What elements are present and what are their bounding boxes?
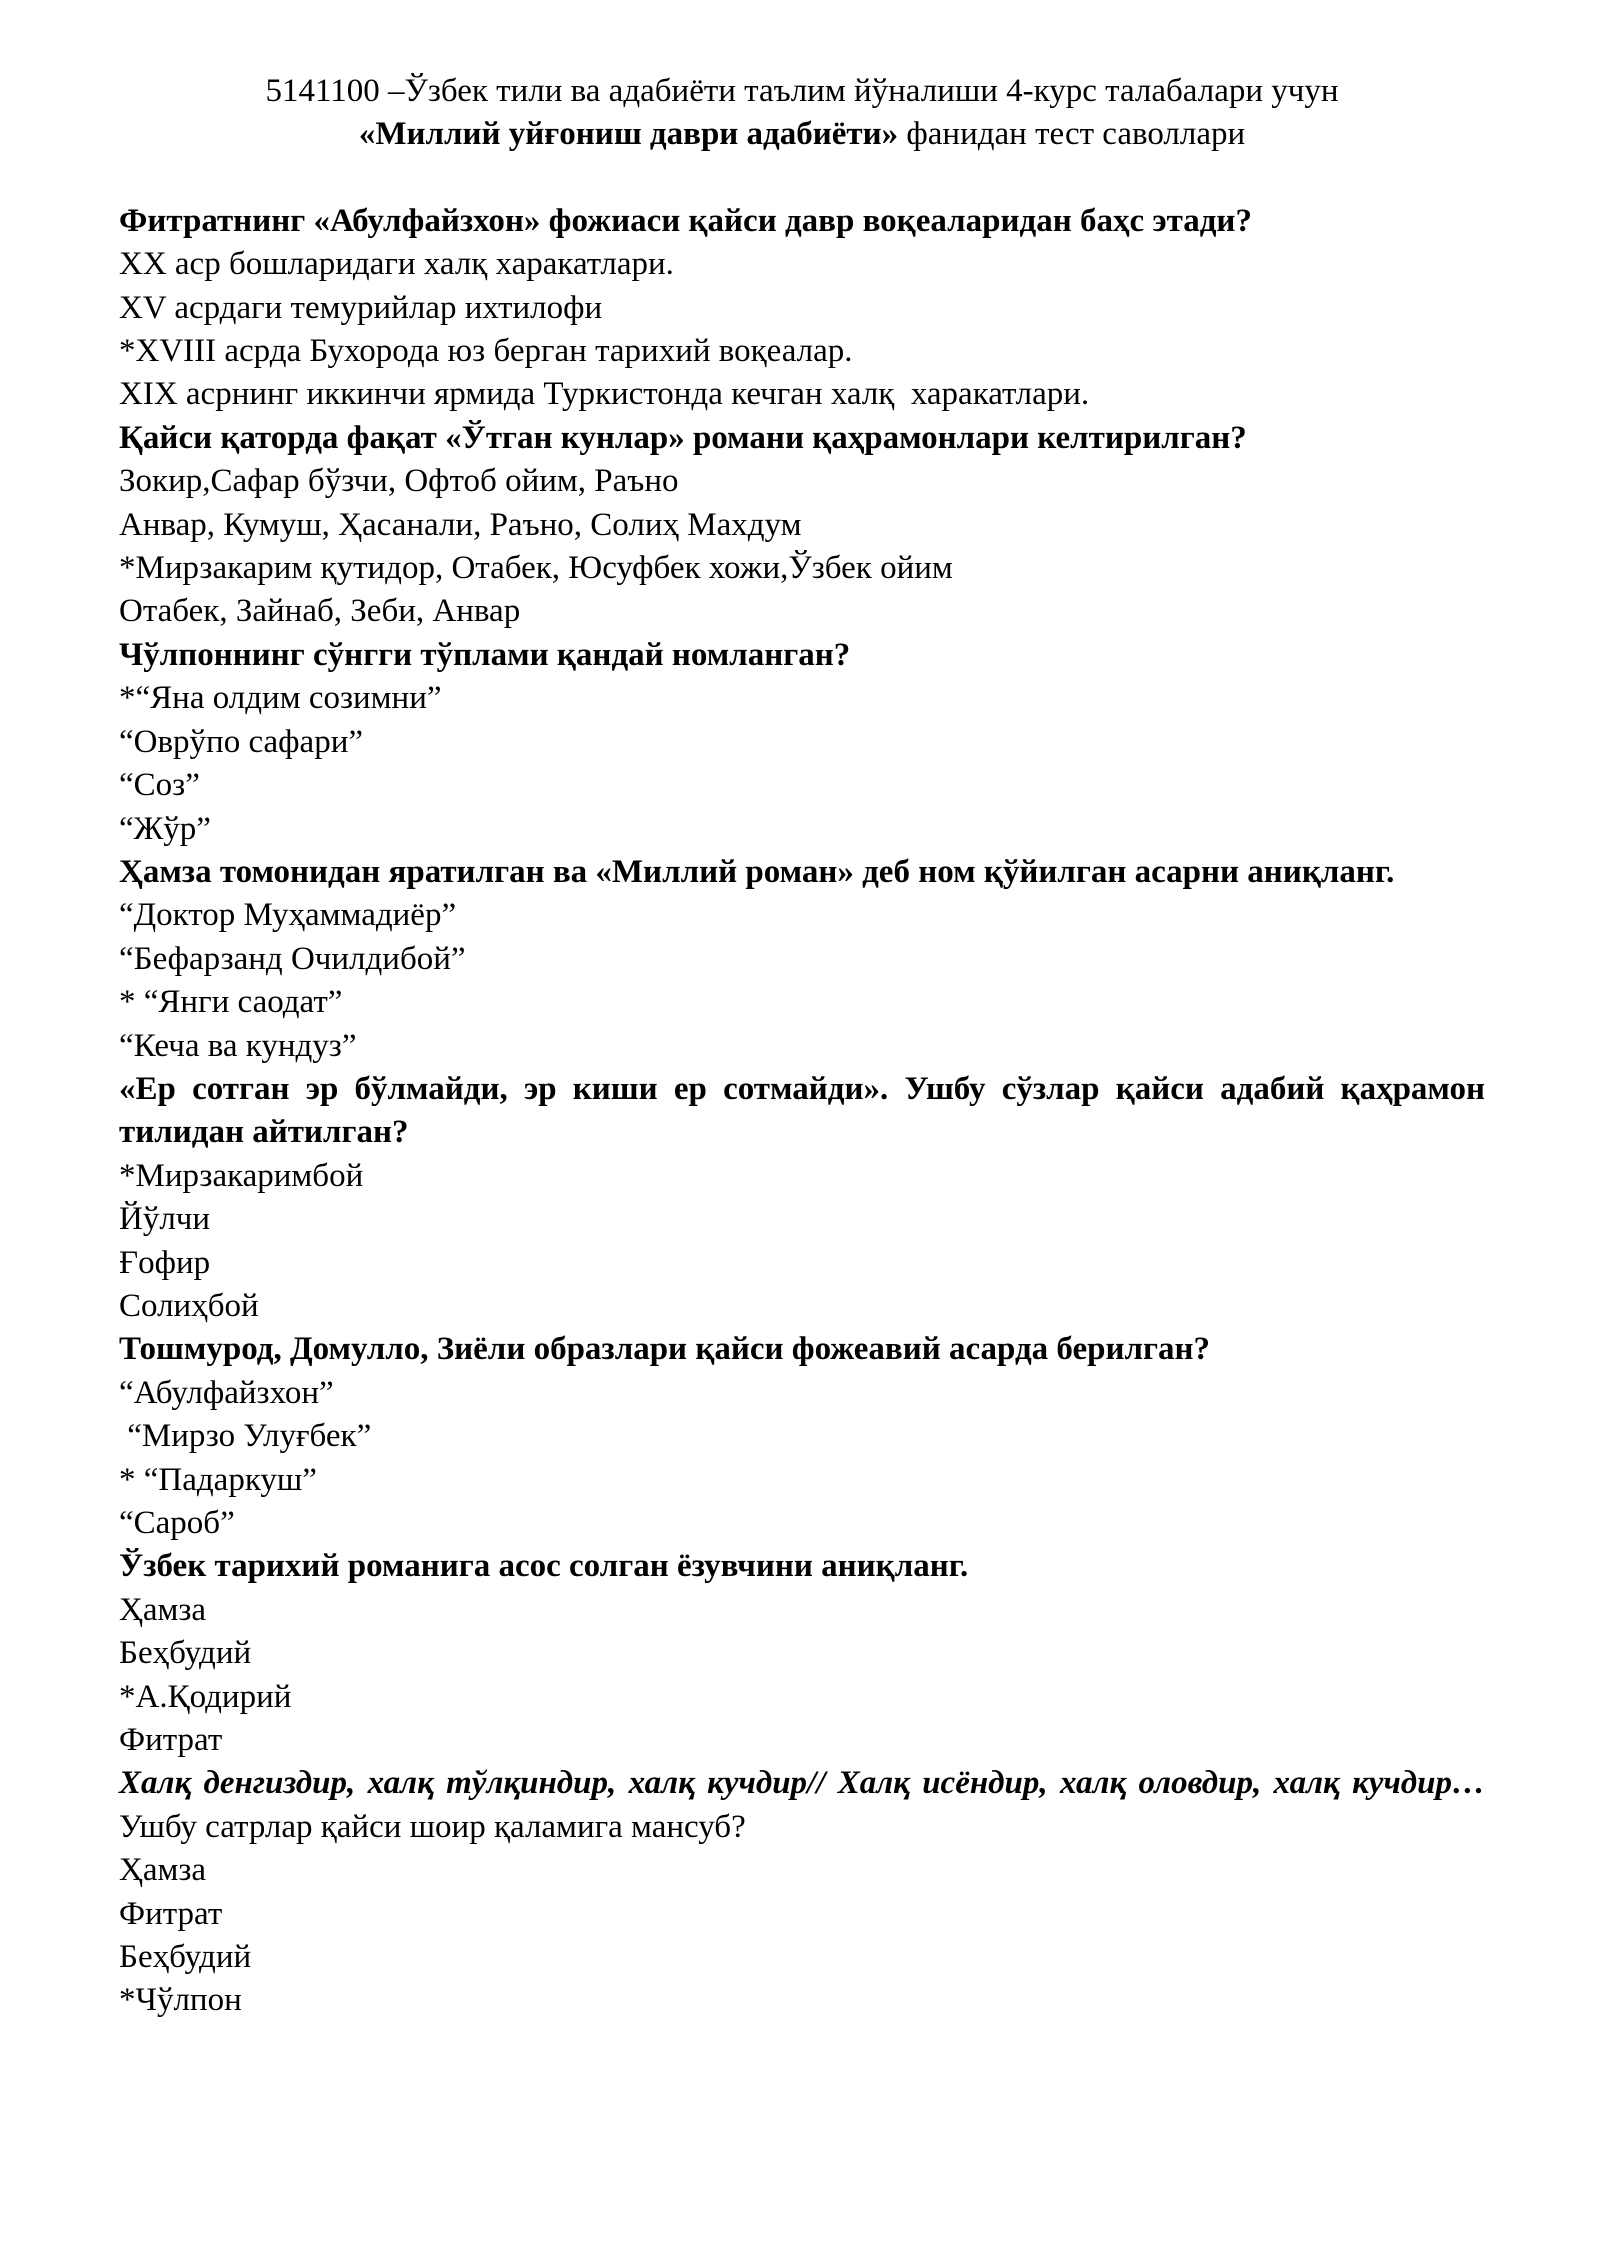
question-block [119,634,1485,851]
question-text: Қайси қаторда фақат «Ўтган кунлар» романи қаҳрамонлари келтирилган? [119,419,1247,456]
answer-option: *А.Қодирий [119,1678,292,1715]
question-text: Фитратнинг «Абулфайзхон» фожиаси қайси давр воқеаларидан баҳс этади? [119,202,1252,239]
answer-option: *“Яна олдим созимни” [119,680,442,717]
answer-option: “Бефарзанд Очилдибой” [119,940,466,977]
question-text: «Ер сотган эр бўлмайди, эр киши ер сотмайди». Ушбу сўзлар қайси адабий қаҳрамон тилидан айтилган? [119,1070,1485,1151]
answer-option: Ҳамза [119,1852,207,1889]
answer-option: XV асрдаги темурийлар ихтилофи [119,289,603,326]
question-text: Ҳамза томонидан яратилган ва «Миллий роман» деб ном қўйилган асарни аниқланг. [119,853,1395,890]
answer-option: Беҳбудий [119,1939,252,1976]
answer-option: “Абулфайзхон” [119,1374,334,1411]
answer-option: XX аср бошларидаги халқ харакатлари. [119,246,674,283]
answer-option: *XVIII асрда Бухорода юз берган тарихий воқеалар. [119,333,853,370]
question-block [119,1762,1485,2022]
answer-option: Йўлчи [119,1201,211,1238]
question-block [119,1545,1485,1762]
answer-option: * “Падаркуш” [119,1461,317,1498]
header-line-2-rest: фанидан тест саволлари [898,116,1246,153]
document-header [119,70,1485,157]
question-block [119,417,1485,634]
question-text: Тошмурод, Домулло, Зиёли образлари қайси фожеавий асарда берилган? [119,1331,1211,1368]
answer-option: “Доктор Муҳаммадиёр” [119,897,457,934]
answer-option: XIX асрнинг иккинчи ярмида Туркистонда кечган халқ харакатлари. [119,376,1090,413]
answer-option: Беҳбудий [119,1635,252,1672]
question-block [119,200,1485,417]
question-prompt: Ушбу сатрлар қайси шоир қаламига мансуб? [119,1808,746,1845]
answer-option: Солиҳбой [119,1287,259,1324]
answer-option: “Соз” [119,767,200,804]
header-line-1: 5141100 –Ўзбек тили ва адабиёти таълим йўналиши 4-курс талабалари учун [265,73,1339,109]
answer-option: *Чўлпон [119,1982,242,2019]
answer-option: “Кеча ва кундуз” [119,1027,357,1064]
answer-option: Отабек, Зайнаб, Зеби, Анвар [119,593,521,630]
question-block [119,851,1485,1068]
header-line-2 [119,113,1485,156]
answer-option: *Мирзакарим қутидор, Отабек, Юсуфбек хожи,Ўзбек ойим [119,550,953,587]
answer-option: *Мирзакаримбой [119,1157,364,1194]
answer-option: * “Янги саодат” [119,984,343,1021]
answer-option: “Жўр” [119,810,211,847]
answer-option: Фитрат [119,1895,223,1932]
answer-option: Анвар, Кумуш, Ҳасанали, Раъно, Солиҳ Махдум [119,506,802,543]
spacer [119,157,1485,200]
answer-option: Фитрат [119,1722,223,1759]
question-text: Чўлпоннинг сўнгги тўплами қандай номланган? [119,636,851,673]
subject-title: «Миллий уйғониш даври адабиёти» [358,116,899,153]
answer-option: Ғофир [119,1244,211,1281]
answer-option: Ҳамза [119,1591,207,1628]
document-page [119,70,1485,2023]
question-text: Ўзбек тарихий романига асос солган ёзувчини аниқланг. [119,1548,969,1585]
answer-option: “Мирзо Улуғбек” [119,1418,372,1455]
poem-quote: Халқ денгиздир, халқ тўлқиндир, халқ кучдир// Халқ исёндир, халқ оловдир, халқ кучдир… [119,1765,1485,1802]
answer-option: Зокир,Сафар бўзчи, Офтоб ойим, Раъно [119,463,679,500]
question-block [119,1068,1485,1328]
answer-option: “Сароб” [119,1505,235,1541]
question-text [119,1762,1485,1849]
question-block [119,1328,1485,1545]
answer-option: “Оврўпо сафари” [119,723,364,760]
